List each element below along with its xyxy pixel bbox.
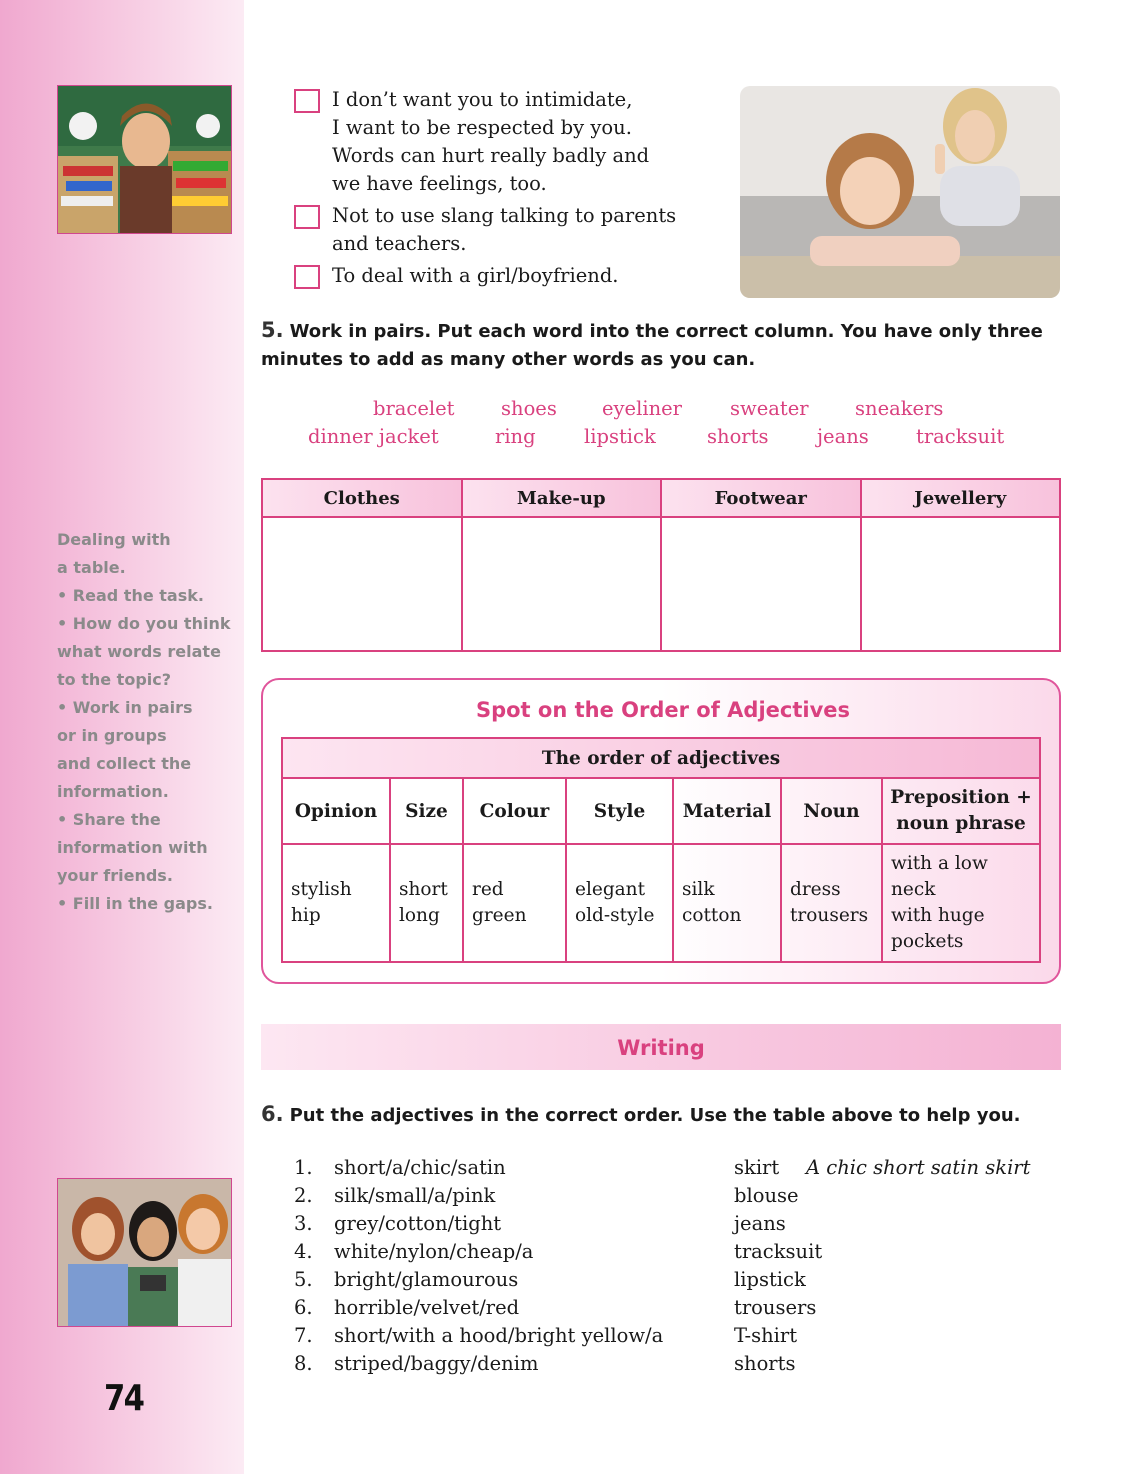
page-number: 74 [104,1378,144,1419]
exercise-number: 7. [294,1324,313,1347]
exercise-words: horrible/velvet/red [334,1296,520,1319]
category-cell[interactable] [661,517,861,651]
exercise-number: 8. [294,1352,313,1375]
exercise-number: 4. [294,1240,313,1263]
sidebar-note-line: • How do you think [57,614,231,633]
task-6-instruction [261,1100,1061,1130]
table-cell: stylish hip [282,844,390,962]
exercise-row [294,1266,1064,1294]
checklist-item [294,262,734,290]
sidebar-note [57,526,242,918]
column-header: Noun [781,778,882,844]
writing-label: Writing [617,1036,705,1060]
column-header: Style [566,778,673,844]
exercise-noun: trousers [734,1296,817,1319]
exercise-row [294,1238,1064,1266]
table-caption: The order of adjectives [282,738,1040,778]
exercise-answer[interactable]: A chic short satin skirt [806,1156,1031,1179]
checkbox[interactable] [294,205,320,229]
sidebar-note-line: your friends. [57,866,173,885]
category-cell[interactable] [861,517,1061,651]
exercise-row [294,1322,1064,1350]
stressed-student-photo [57,85,232,234]
exercise-noun: jeans [734,1212,786,1235]
column-header: Clothes [262,479,462,517]
sidebar-note-line: • Fill in the gaps. [57,894,213,913]
exercise-words: silk/small/a/pink [334,1184,496,1207]
word: ring [495,425,536,448]
exercise-number: 3. [294,1212,313,1235]
word: eyeliner [602,397,682,420]
sidebar-note-line: • Work in pairs [57,698,193,717]
exercise-noun: shorts [734,1352,796,1375]
checklist-text: To deal with a girl/boyfriend. [332,264,619,287]
exercise-words: bright/glamourous [334,1268,519,1291]
word: lipstick [584,425,656,448]
exercise-words: short/with a hood/bright yellow/a [334,1324,664,1347]
sidebar-note-line: information with [57,838,208,857]
word: shorts [707,425,769,448]
table-cell: silk cotton [673,844,781,962]
exercise-number: 5. [294,1268,313,1291]
sidebar-note-line: or in groups [57,726,167,745]
girl-and-mother-photo [740,86,1060,298]
checklist-text: Not to use slang talking to parents and teachers. [332,204,677,255]
category-cell[interactable] [262,517,462,651]
word: dinner jacket [308,425,439,448]
word: sweater [730,397,809,420]
table-cell: red green [463,844,566,962]
word: sneakers [855,397,944,420]
exercise-row [294,1182,1064,1210]
column-header: Jewellery [861,479,1061,517]
exercise-words: striped/baggy/denim [334,1352,539,1375]
sidebar-note-line: to the topic? [57,670,172,689]
sidebar-note-line: what words relate [57,642,221,661]
column-header: Size [390,778,463,844]
task-text: Work in pairs. Put each word into the correct column. You have only three minutes to add as many other words as you can. [261,321,1043,370]
spot-title: Spot on the Order of Adjectives [475,698,851,722]
exercise-noun: blouse [734,1184,799,1207]
writing-section-bar [261,1024,1061,1070]
table-cell: with a low neck with huge pockets [882,844,1040,962]
exercise-row [294,1210,1064,1238]
exercise-row [294,1294,1064,1322]
exercise-noun: T-shirt [734,1324,798,1347]
sidebar-note-line: Dealing with [57,530,171,549]
column-header: Opinion [282,778,390,844]
checkbox[interactable] [294,265,320,289]
checkbox[interactable] [294,89,320,113]
category-cell[interactable] [462,517,662,651]
exercise-number: 1. [294,1156,313,1179]
column-header: Make-up [462,479,662,517]
column-header: Colour [463,778,566,844]
sidebar-note-line: a table. [57,558,126,577]
exercise-number: 6. [294,1296,313,1319]
word: jeans [817,425,869,448]
exercise-list [294,1154,1064,1378]
table-cell: elegant old-style [566,844,673,962]
checklist-item [294,86,734,198]
exercise-noun: skirt [734,1156,780,1179]
task-5-instruction [261,316,1061,374]
adjective-order-table [281,737,1041,963]
word: shoes [501,397,557,420]
exercise-noun: lipstick [734,1268,806,1291]
sidebar-note-line: information. [57,782,169,801]
word: tracksuit [916,425,1005,448]
sidebar-note-line: and collect the [57,754,192,773]
table-cell: dress trousers [781,844,882,962]
task-text: Put the adjectives in the correct order. Use the table above to help you. [289,1105,1021,1126]
sidebar-note-line: • Read the task. [57,586,204,605]
word: bracelet [373,397,455,420]
task-number: 5. [261,318,284,342]
exercise-words: grey/cotton/tight [334,1212,502,1235]
exercise-number: 2. [294,1184,313,1207]
exercise-row [294,1350,1064,1378]
sidebar-note-line: • Share the [57,810,161,829]
exercise-words: white/nylon/cheap/a [334,1240,534,1263]
checklist [294,86,734,294]
category-table [261,478,1061,652]
checklist-item [294,202,734,258]
girls-with-phone-photo [57,1178,232,1327]
exercise-noun: tracksuit [734,1240,823,1263]
column-header: Material [673,778,781,844]
word-bank [261,397,1061,457]
exercise-row [294,1154,1064,1182]
task-number: 6. [261,1102,284,1126]
checklist-text: I don’t want you to intimidate, I want to be respected by you. Words can hurt really badly and we have feelings, too. [332,88,650,195]
column-header: Preposition + noun phrase [882,778,1040,844]
table-cell: short long [390,844,463,962]
exercise-words: short/a/chic/satin [334,1156,506,1179]
column-header: Footwear [661,479,861,517]
